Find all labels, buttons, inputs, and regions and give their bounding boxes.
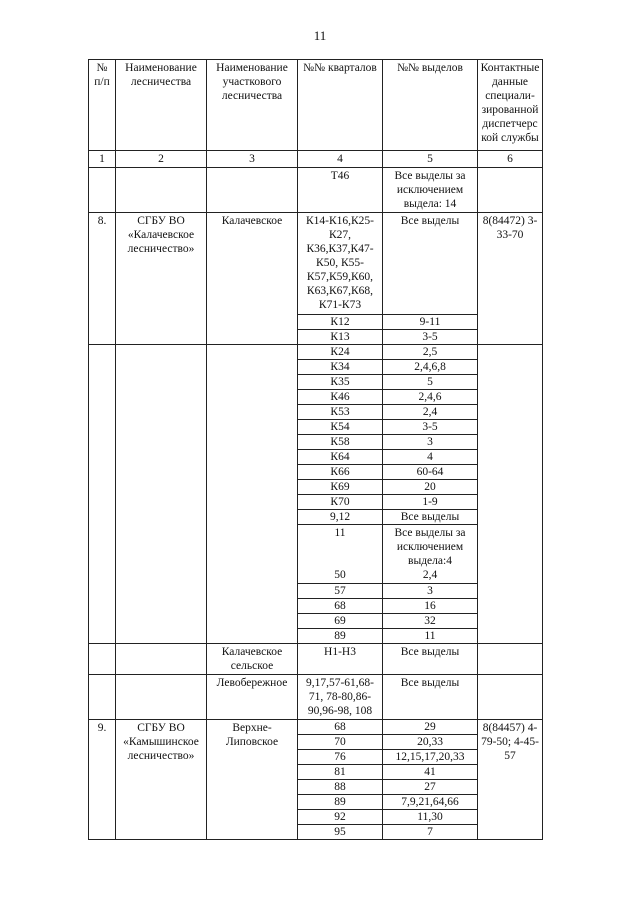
vydel-cell: Все выделы [383,510,478,525]
vydel-cell: 41 [383,765,478,780]
vydel-cell: 16 [383,599,478,614]
district-name: Калачевское [207,213,298,345]
vydel-value: Все выделы за исключением выдела:4 [394,527,466,567]
table-row [89,213,543,315]
vydel-cell: 7 [383,825,478,840]
forestry-name: СГБУ ВО «Камышинское лесничество» [116,720,207,840]
row-number: 8. [89,213,116,345]
kvartal-cell [298,525,383,584]
vydel-cell: 7,9,21,64,66 [383,795,478,810]
table-header-row [89,60,543,151]
kvartal-cell: К64 [298,450,383,465]
kvartal-cell: К46 [298,390,383,405]
header-forestry: Наименование лесничества [116,60,207,151]
header-kvartals: №№ кварталов [298,60,383,151]
vydel-cell: 12,15,17,20,33 [383,750,478,765]
vydel-cell [383,525,478,584]
table-row [89,720,543,735]
kvartal-cell: 88 [298,780,383,795]
vydel-cell: 4 [383,450,478,465]
vydel-cell: 5 [383,375,478,390]
kvartal-cell: 76 [298,750,383,765]
kvartal-cell: К34 [298,360,383,375]
vydel-cell: 3-5 [383,330,478,345]
district-name: Калачевское сельское [207,644,298,675]
kvartal-cell: К13 [298,330,383,345]
row-number: 9. [89,720,116,840]
vydel-cell: 20,33 [383,735,478,750]
vydel-value: 2,4 [422,569,438,581]
kvartal-cell: К58 [298,435,383,450]
column-number: 4 [298,151,383,168]
header-contacts: Контактные данные специали-зированной диспетчерс кой службы [478,60,543,151]
vydel-cell: 2,5 [383,345,478,360]
vydel-cell: 27 [383,780,478,795]
vydel-cell: 11,30 [383,810,478,825]
kvartal-cell: 89 [298,795,383,810]
column-number: 5 [383,151,478,168]
table-row [89,168,543,213]
kvartal-cell: 9,12 [298,510,383,525]
vydel-cell: 3-5 [383,420,478,435]
kvartal-cell: К14-К16,К25-К27, К36,К37,К47-К50, К55-К57,К59,К60, К63,К67,К68, К71-К73 [298,213,383,315]
column-number-row [89,151,543,168]
vydel-cell: Все выделы [383,213,478,315]
kvartal-cell: 57 [298,584,383,599]
kvartal-value: 50 [334,569,346,581]
vydel-cell: 2,4,6,8 [383,360,478,375]
vydel-cell: Все выделы [383,644,478,675]
kvartal-cell: К35 [298,375,383,390]
kvartal-cell: 68 [298,720,383,735]
kvartal-cell: 69 [298,614,383,629]
column-number: 1 [89,151,116,168]
header-vydels: №№ выделов [383,60,478,151]
vydel-cell: Все выделы за исключением выдела: 14 [383,168,478,213]
kvartal-cell: 68 [298,599,383,614]
kvartal-cell: К12 [298,315,383,330]
column-number: 3 [207,151,298,168]
contact-cell: 8(84457) 4-79-50; 4-45-57 [478,720,543,840]
kvartal-cell: 81 [298,765,383,780]
kvartal-cell: К24 [298,345,383,360]
page-number: 11 [313,28,327,43]
vydel-cell: 9-11 [383,315,478,330]
district-name: Левобережное [207,675,298,720]
column-number: 6 [478,151,543,168]
vydel-cell: 2,4,6 [383,390,478,405]
column-number: 2 [116,151,207,168]
kvartal-value: 11 [334,527,346,539]
district-name: Верхне-Липовское [207,720,298,840]
kvartal-cell: К69 [298,480,383,495]
vydel-cell: 3 [383,435,478,450]
kvartal-cell: К70 [298,495,383,510]
kvartal-cell: К53 [298,405,383,420]
kvartal-cell: Т46 [298,168,383,213]
vydel-cell: 11 [383,629,478,644]
kvartal-cell: 9,17,57-61,68-71, 78-80,86-90,96-98, 108 [298,675,383,720]
kvartal-cell: 89 [298,629,383,644]
header-district: Наименование участкового лесничества [207,60,298,151]
vydel-cell: 60-64 [383,465,478,480]
kvartal-cell: 95 [298,825,383,840]
vydel-cell: 32 [383,614,478,629]
vydel-cell: 2,4 [383,405,478,420]
forestry-name: СГБУ ВО «Калачевское лесничество» [116,213,207,345]
kvartal-cell: К66 [298,465,383,480]
table-row [89,675,543,720]
forestry-table [88,59,543,840]
vydel-cell: 1-9 [383,495,478,510]
vydel-cell: 20 [383,480,478,495]
vydel-cell: Все выделы [383,675,478,720]
header-number: № п/п [89,60,116,151]
contact-cell: 8(84472) 3-33-70 [478,213,543,345]
vydel-cell: 29 [383,720,478,735]
kvartal-cell: 92 [298,810,383,825]
kvartal-cell: К54 [298,420,383,435]
vydel-cell: 3 [383,584,478,599]
table-row [89,345,543,360]
table-row [89,644,543,675]
kvartal-cell: 70 [298,735,383,750]
kvartal-cell: Н1-Н3 [298,644,383,675]
